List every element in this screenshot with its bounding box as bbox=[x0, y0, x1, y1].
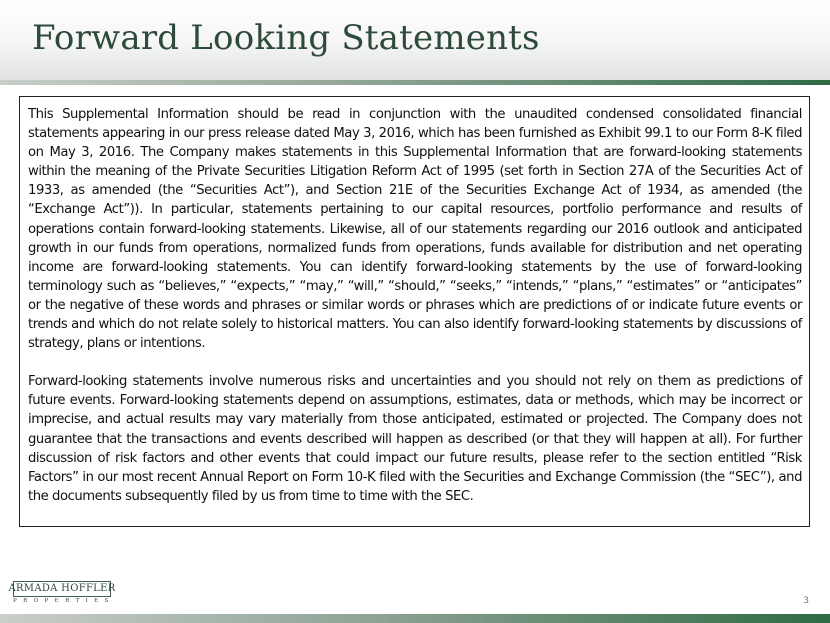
disclaimer-paragraph-2: Forward-looking statements involve numerous risks and uncertainties and you should not rely on them as predictions of future events. Forward-looking statements depend on assumptions, estimates, data or methods, which may be incorrect or imprecise, and actual results may vary materially from those anticipated, estimated or projected. The Company does not guarantee that the transactions and events described will happen as described (or that they will happen at all). For further discussion of risk factors and other events that could impact our future results, please refer to the section entitled “Risk Factors” in our most recent Annual Report on Form 10-K filed with the Securities and Exchange Commission (the “SEC”), and the documents subsequently filed by us from time to time with the SEC. bbox=[28, 374, 802, 504]
company-logo bbox=[8, 581, 116, 607]
slide-title: Forward Looking Statements bbox=[32, 18, 540, 58]
header-rule bbox=[0, 80, 830, 85]
logo-subtitle: PROPERTIES bbox=[13, 598, 115, 604]
page-number: 3 bbox=[803, 596, 809, 606]
disclaimer-box bbox=[19, 96, 810, 527]
logo-frame bbox=[8, 581, 116, 597]
slide-header bbox=[0, 0, 830, 80]
logo-name: ARMADA HOFFLER bbox=[8, 583, 116, 594]
disclaimer-paragraph-1: This Supplemental Information should be read in conjunction with the unaudited condensed consolidated financial statements appearing in our press release dated May 3, 2016, which has been furnished as Exhibit 99.1 to our Form 8-K filed on May 3, 2016. The Company makes statements in this Supplemental Information that are forward-looking statements within the meaning of the Private Securities Litigation Reform Act of 1995 (set forth in Section 27A of the Securities Act of 1933, as amended (the “Securities Act”), and Section 21E of the Securities Exchange Act of 1934, as amended (the “Exchange Act”)). In particular, statements pertaining to our capital resources, portfolio performance and results of operations contain forward-looking statements. Likewise, all of our statements regarding our 2016 outlook and anticipated growth in our funds from operations, normalized funds from operations, funds available for distribution and net operating income are forward-looking statements. You can identify forward-looking statements by the use of forward-looking terminology such as “believes,” “expects,” “may,” “will,” “should,” “seeks,” “intends,” “plans,” “estimates” or “anticipates” or the negative of these words and phrases or similar words or phrases which are predictions of or indicate future events or trends and which do not relate solely to historical matters. You can also identify forward-looking statements by discussions of strategy, plans or intentions. bbox=[28, 107, 802, 352]
footer-bar bbox=[0, 614, 830, 623]
